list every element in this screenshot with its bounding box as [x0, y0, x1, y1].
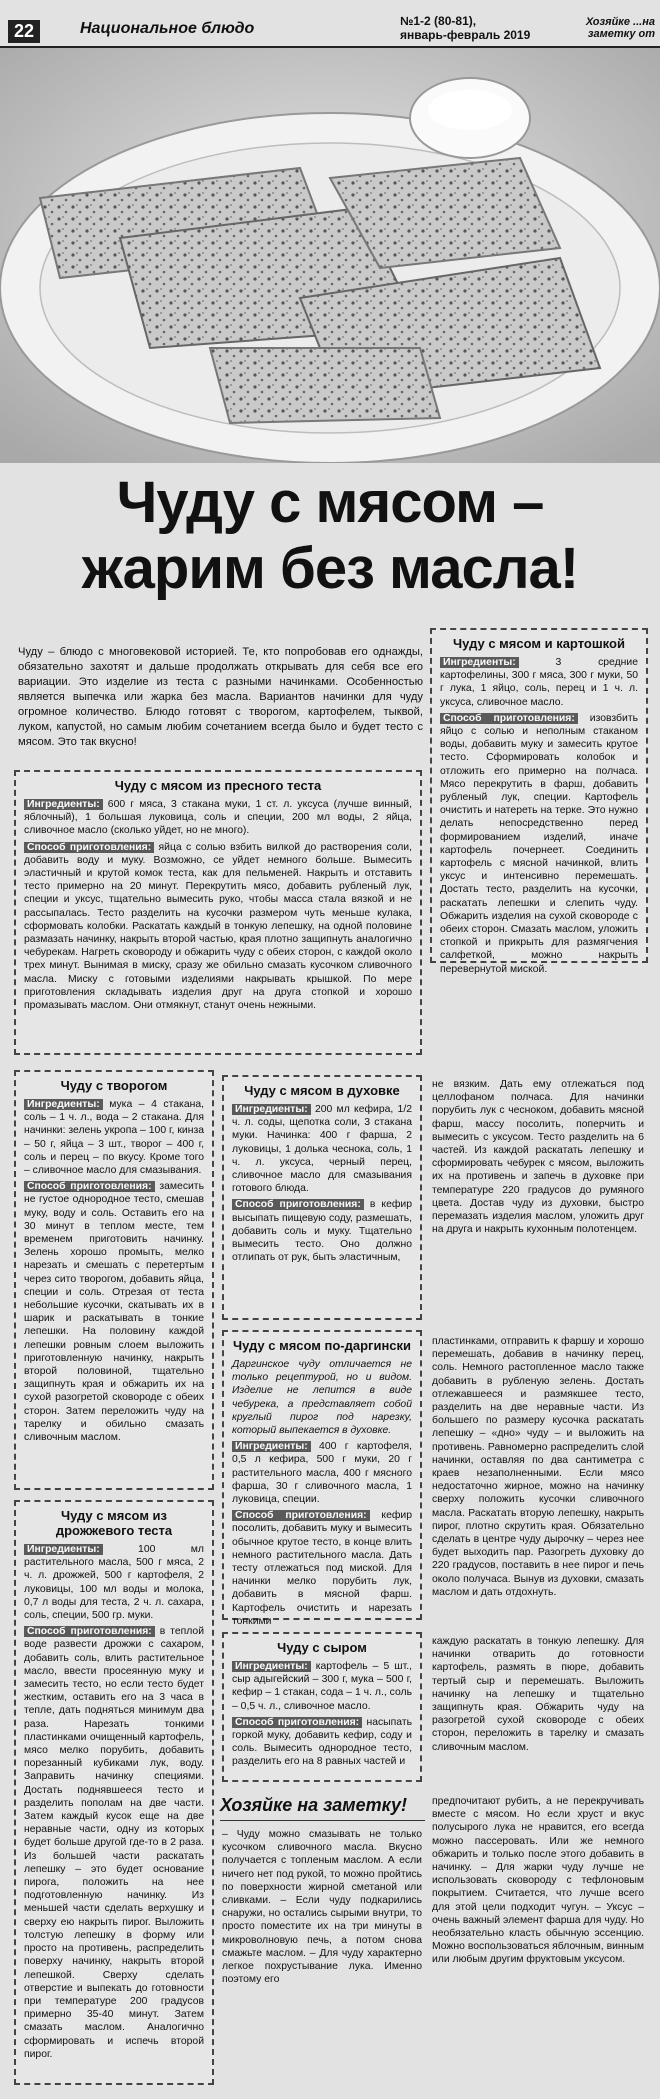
ingredients-text: 100 мл растительного масла, 500 г мяса, 2 ч. л. дрожжей, 500 г картофеля, 2 луковицы, 100 мл воды и молока, 0,7 л воды для теста, 2 ч. л. сахара, соль, специи, 500 гр. муки.	[24, 1544, 204, 1622]
recipe-cheese-continued: каждую раскатать в тонкую лепешку. Для начинки отварить до готовности картофель, размять в пюре, добавить тертый сыр и перемешать. Выложить начинку на лепешку и тщательно защипнуть края. Обжарить чуду на разогретой сухой сковороде с обеих сторон, переложить в тарелку и смазать сливочным маслом.	[432, 1636, 644, 1753]
intro-paragraph: Чуду – блюдо с многовековой историей. Те, кто попробовав его однажды, обязательно захотят и дальше продолжать открывать для себя все его вариации. Это изделие из теста с разными начинками. Особенностью является выпечка или жарка без масла. Вариантов начинки для чуду огромное количество. Блюдо готовят с творогом, картофелем, тыквой, луком, капустой, но самым любим сочетанием всегда было и будет тесто с мясом. Это так вкусно!	[18, 646, 423, 748]
recipe-yeast-dough	[14, 1500, 214, 2085]
ingredients-text: картофель – 5 шт., сыр адыгейский – 300 г, мука – 500 г, кефир – 1 стакан, сода – 1 ч. л., соль – 0,5 ч. л., сливочное масло.	[232, 1661, 412, 1712]
recipe-curd	[14, 1070, 214, 1490]
recipe-lead: Даргинское чуду отличается не только рецептурой, но и видом. Изделие не лепится в виде чебурека, а представляет собой круглый пирог под нарезку, который выпекается в духовке.	[232, 1359, 412, 1437]
method-label: Способ приготовления:	[440, 713, 578, 724]
ingredients-label: Ингредиенты:	[24, 1099, 103, 1110]
method-text: кефир посолить, добавить муку и вымесить обычное крутое тесто, в конце влить немного растительного масла. Дать тесту отлежаться под миской. Для начинки мелко порубить лук, добавить в мясной фарш. Картофель очистить и нарезать тонкими	[232, 1510, 412, 1627]
recipe-title: Чуду с сыром	[277, 1640, 367, 1655]
headline-line-1: Чуду с мясом –	[116, 470, 544, 535]
ingredients-label: Ингредиенты:	[232, 1661, 311, 1672]
recipe-fresh-dough	[14, 770, 422, 1055]
method-label: Способ приготовления:	[24, 1181, 155, 1192]
ingredients-label: Ингредиенты:	[440, 657, 519, 668]
recipe-title: Чуду с мясом по-даргински	[232, 1338, 412, 1353]
method-text: в кефир высыпать пищевую соду, размешать, добавить соль и муку. Тщательно вымесить тесто. Оно должно отлипать от рук, быть эластичным,	[232, 1199, 412, 1264]
recipe-oven	[222, 1075, 422, 1320]
recipe-cheese	[222, 1632, 422, 1782]
recipe-title: Чуду с творогом	[60, 1078, 168, 1093]
recipe-dargin-continued: пластинками, отправить к фаршу и хорошо перемешать, добавив в начинку перец, соль. Немного растопленное масло также добавить в рубленую зелень. Достать отлежавшееся и размякшее тесто, разделить на две неравные части. Из большего по размеру кусочка раскатать лепешку – «дно» чуду – и выложить на противень. Равномерно распределить слой начинки, оставляя по два сантиметра с краев незаполненными. Если мясо недостаточно жирное, можно на начинку сверху положить кусочки сливочного масла. Раскатать вторую лепешку, накрыть пирог, плотно скрутить края. Обязательно сделать в центре чуду дырочку – через нее будет выходить пар. Разогреть духовку до 220 градусов, поставить в нее пирог и печь около получаса. Вынув из духовки, смазать маслом и дать отдохнуть.	[432, 1336, 644, 1598]
ingredients-label: Ингредиенты:	[24, 799, 103, 810]
method-label: Способ приготовления:	[24, 842, 154, 853]
method-label: Способ приготовления:	[24, 1626, 155, 1637]
tips-divider	[220, 1820, 425, 1821]
article-headline	[0, 470, 660, 602]
issue-info	[400, 14, 530, 42]
ingredients-label: Ингредиенты:	[24, 1544, 103, 1555]
magazine-logo: Хозяйке ...на заметку от	[585, 16, 655, 40]
method-text: замесить не густое однородное тесто, смешав муку, воду и соль. Оставить его на 30 минут в теплом месте, тем временем приготовить начинку. Зелень хорошо промыть, мелко нарезать и смешать с перетертым через сито творогом, добавить яйца, специи и соль. Отрезая от теста небольшие кусочки, скатывать их в шарик и раскатывать в тонкие лепешки. На половину каждой лепешки ровным слоем выложить приготовленную начинку, накрыть второй половиной, тщательно защипнуть края и обжарить их на сухой разогретой сковороде с обеих сторон. Затем переложить чуду на тарелку и обильно смазать сливочным маслом.	[24, 1181, 204, 1444]
method-label: Способ приготовления:	[232, 1510, 370, 1521]
ingredients-text: 200 мл кефира, 1/2 ч. л. соды, щепотка соли, 3 стакана муки. Начинка: 400 г фарша, 2 луковицы, 1 долька чеснока, соль, 1 ч. л. уксуса, черный перец, сливочное масло для смазывания готового блюда.	[232, 1104, 412, 1195]
ingredients-text: 400 г картофеля, 0,5 л кефира, 500 г муки, 20 г растительного масла, 400 г мясного фарша, 30 г сливочного масла, 1 луковица, специи.	[232, 1441, 412, 1506]
ingredients-text: 600 г мяса, 3 стакана муки, 1 ст. л. уксуса (лучше винный, яблочный), 1 большая луковица, соль и специи, 200 мл воды, 2 яйца, сливочное масло (сколько уйдет, но не много).	[24, 799, 412, 837]
tips-column-1: – Чуду можно смазывать не только кусочком сливочного масла. Вкусно получается с топленым маслом. А если ничего нет под рукой, то можно пройтись по поверхности жирной сметаной или сливками. – Если чуду подкарились снаружи, но остались сырыми внутри, то просто поместите их на три минуты в микроволновую печь, а потом снова смажьте маслом. – Для чуду характерно легкое похрустывание лука. Именно поэтому его	[222, 1829, 422, 1986]
recipe-title: Чуду с мясом в духовке	[244, 1083, 400, 1098]
page-number: 22	[8, 20, 40, 43]
tips-column-2: предпочитают рубить, а не перекручивать вместе с мясом. Но если хруст и вкус полусырого лука не нравится, его всегда можно пассеровать. Или же немного обжарить и только после этого добавить в начинку. – Для жарки чуду лучше не использовать сковороду с тефлоновым покрытием. Считается, что лучше всего для этой цели подходит чугун. – Уксус – очень важный элемент фарша для чуду. Но необязательно класть обычную эссенцию. Можно воспользоваться яблочным, винным или любым другим фруктовым уксусом.	[432, 1796, 644, 1966]
ingredients-text: мука – 4 стакана, соль – 1 ч. л., вода – 2 стакана. Для начинки: зелень укропа – 100 г, кинза – 50 г, яйца – 3 шт., творог – 400 г, соль и перец – по вкусу. Кроме того – сливочное масло для смазывания.	[24, 1099, 204, 1177]
section-title: Национальное блюдо	[80, 20, 255, 37]
ingredients-text: 3 средние картофелины, 300 г мяса, 300 г муки, 50 г лука, 1 яйцо, соль, перец и 1 ч. л. уксуса, сливочное масло.	[440, 657, 638, 708]
issue-number: №1-2 (80-81),	[400, 14, 477, 28]
recipe-potato	[430, 628, 648, 975]
method-label: Способ приготовления:	[232, 1199, 364, 1210]
method-text: в теплой воде развести дрожжи с сахаром, добавить соль, влить растительное масло, ввести просеянную муку и замесить тесто, но если тесто будет жестким, оставить его на 3 часа в тепле, дать подняться минимум два раза. Нарезать тонкими пластинками очищенный картофель, мясо мелко порубить, добавить порезанный кубиками лук, воду. Заправить начинку специями. Достать поднявшееся тесто и разделить пополам на две части. Затем каждый кусок еще на две неравные части, одну из которых будет больше другой где-то в 2 раза. Из большей части раскатать лепешку – это будет основание пирога, положить на нее подготовленную начинку. Из меньшей части сделать верхушку и сверху ею накрыть пирог. Выложить толстую лепешку в форму или просто на противень, распределить поверху начинку, накрыть второй лепешкой. Сверху сделать отверстие и выпекать до готовности при температуре 200 градусов примерно 35-40 минут. Затем смазать маслом. Аналогично сформировать и испечь второй пирог.	[24, 1626, 204, 2060]
recipe-title: Чуду с мясом из пресного теста	[114, 778, 322, 793]
food-photo-graphic	[0, 48, 660, 463]
headline-line-2: жарим без масла!	[81, 536, 579, 601]
issue-date: январь-февраль 2019	[400, 28, 531, 42]
method-text: насыпать горкой муку, добавить кефир, соду и соль. Вымесить однородное тесто, разделить его на 8 равных частей и	[232, 1716, 412, 1768]
recipe-title: Чуду с мясом и картошкой	[453, 636, 625, 651]
method-text: яйца с солью взбить вилкой до растворения соли, добавить воду и муку. Возможно, се уйдет немного больше. Вымесить эластичный и крутой комок теста, как для пельменей. Накрыть и отставить тесто примерно на 20 минут. Перекрутить мясо, добавить рубленый лук, специи и уксус, тщательно вымесить руко, чтобы масса стала вязкой и не рассыпалась. Тесто разделить на кусочки размером чуть меньше кулака, сформовать колобки. Раскатать каждый в тонкую лепешку, на одной половине размазать начинку, накрыть второй частью, края плотно защипнуть аналогично чебурекам. Нагреть сковороду и обжарить чуду с обеих сторон, с каждой около трех минут. Вынимая в миску, сразу же обильно смазать кусочком сливочного масла. Миску с готовыми изделиями накрывать крышкой. По мере приготовления складывать изделия друг на друга стопкой и хорошо промазывать маслом. Они отмякнут, станут очень нежными.	[24, 841, 412, 1012]
ingredients-label: Ингредиенты:	[232, 1441, 311, 1452]
recipe-title: Чуду с мясом из дрожжевого теста	[55, 1508, 173, 1538]
ingredients-label: Ингредиенты:	[232, 1104, 311, 1115]
method-text: изовзбить яйцо с солью и неполным стаканом воды, добавить муку и замесить крутое тесто. Сформировать колобок и отложить его примерно на полчаса. Мясо перекрутить в фарш, добавить рубленый лук, специи. Картофель очистить и натереть на терке. Это нужно делать непосредственно перед формированием изделий, иначе картофель почернеет. Соединить картофель с мясной начинкой, влить уксус и интенсивно перемешать. Достать тесто, разделить на кусочки, раскатать лепешки и слепить чуду. Обжарить изделия на сухой сковороде с обеих сторон. Смазать маслом, уложить стопкой и прикрыть для размягчения салфеткой, можно накрыть перевернутой миской.	[440, 712, 638, 975]
recipe-dargin	[222, 1330, 422, 1627]
food-photo	[0, 48, 660, 463]
method-label: Способ приготовления:	[232, 1717, 362, 1728]
tips-title: Хозяйке на заметку!	[220, 1795, 407, 1815]
page-header	[0, 0, 660, 48]
recipe-oven-continued: не вязким. Дать ему отлежаться под целлофаном полчаса. Для начинки порубить лук с чесноком, добавить мясной фарш, массу посолить, поперчить и вымесить с уксусом. Тесто разделить на 6 частей. Из каждой раскатать лепешку и сформировать чебурек с мясом, выложить их на противень и запечь в духовке при температуре 220 градусов до румяного цвета. Достав чуду из духовки, быстро перемазать изделия маслом, уложить друг на друга и накрыть кухонным полотенцем.	[432, 1079, 644, 1236]
